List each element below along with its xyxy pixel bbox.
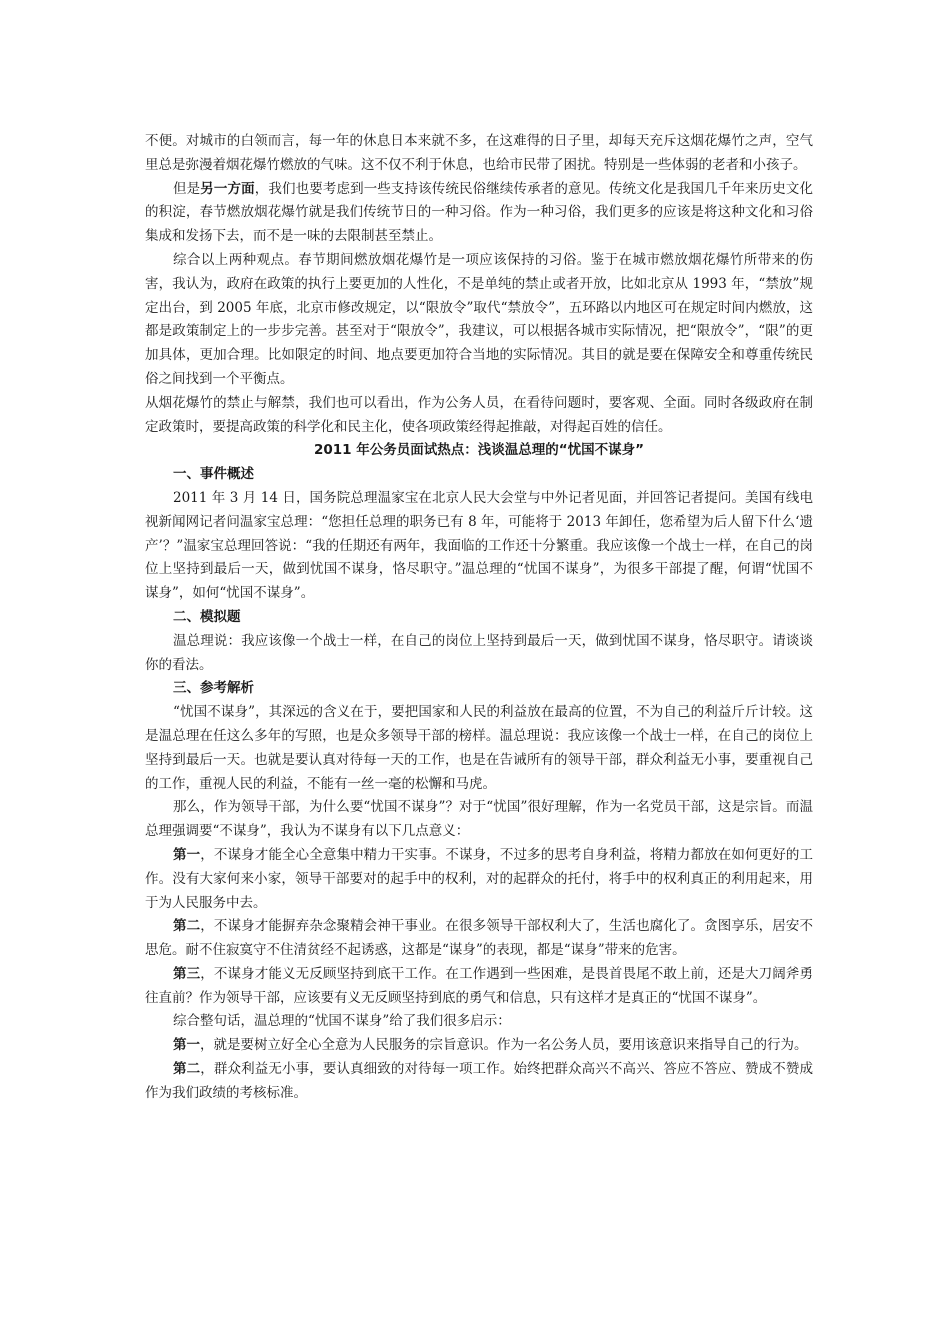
- p2-bold: 另一方面: [200, 180, 255, 197]
- analysis-point-2: [145, 915, 813, 963]
- takeaway-2-text: ，群众利益无小事，要认真细致的对待每一项工作。始终把群众高兴不高兴、答应不答应、赞成不赞成作为我们政绩的考核标准。: [145, 1061, 814, 1101]
- point-3-bold: 第三: [173, 965, 201, 982]
- point-1-text: ，不谋身才能全心全意集中精力干实事。不谋身，不过多的思考自身利益，将精力都放在如何更好的工作。没有大家何来小家，领导干部要对的起手中的权利，对的起群众的托付，将手中的权利真正的利用起来，用于为人民服务中去。: [145, 846, 814, 911]
- takeaway-1-text: ，就是要树立好全心全意为人民服务的宗旨意识。作为一名公务人员，要用该意识来指导自己的行为。: [200, 1037, 808, 1054]
- takeaway-1: [145, 1034, 813, 1058]
- takeaway-1-bold: 第一: [173, 1037, 200, 1054]
- takeaway-2: [145, 1058, 813, 1106]
- point-1-bold: 第一: [173, 846, 201, 863]
- p2-rest: ，我们也要考虑到一些支持该传统民俗继续传承者的意见。传统文化是我国几千年来历史文化的积淀，春节燃放烟花爆竹就是我们传统节日的一种习俗。作为一种习俗，我们更多的应该是将这种文化和习俗集成和发扬下去，而不是一味的去限制甚至禁止。: [145, 180, 814, 245]
- paragraph-conclusion: 从烟花爆竹的禁止与解禁，我们也可以看出，作为公务人员，在看待问题时，要客观、全面。同时各级政府在制定政策时，要提高政策的科学化和民主化，使各项政策经得起推敲，对得起百姓的信任。: [145, 394, 813, 435]
- section-heading-mock-question: 二、模拟题: [173, 608, 241, 625]
- paragraph-synthesis: 综合以上两种观点。春节期间燃放烟花爆竹是一项应该保持的习俗。鉴于在城市燃放烟花爆竹所带来的伤害，我认为，政府在政策的执行上要更加的人性化，不是单纯的禁止或者开放，比如北京从 1993 年，“禁放”规定出台，到 2005 年底，北京市修改规定，以“限放令”取代“禁放令”，五环路以内地区可在规定时间内燃放，这都是政策制定上的一步步完善。甚至对于“限放令”，我建议，可以根据各城市实际情况，把“限放令”，“限”的更加具体，更加合理。比如限定的时间、地点要更加符合当地的实际情况。其目的就是要在保障安全和尊重传统民俗之间找到一个平衡点。: [145, 251, 813, 387]
- point-3-text: ，不谋身才能义无反顾坚持到底干工作。在工作遇到一些困难，是畏首畏尾不敢上前，还是大刀阔斧勇往直前？作为领导干部，应该要有义无反顾坚持到底的勇气和信息，只有这样才是真正的“忧国不谋身”。: [145, 965, 814, 1006]
- p2-lead: 但是: [173, 180, 201, 197]
- analysis-point-1: [145, 844, 813, 915]
- paragraph-other-side: [145, 178, 813, 249]
- analysis-paragraph-1: “忧国不谋身”，其深远的含义在于，要把国家和人民的利益放在最高的位置，不为自己的利益斤斤计较。这是温总理在任这么多年的写照，也是众多领导干部的榜样。温总理说：我应该像一个战士一样，在自己的岗位上坚持到最后一天。也就是要认真对待每一天的工作，也是在告诫所有的领导干部，群众利益无小事，要重视自己的工作，重视人民的利益，不能有一丝一毫的松懈和马虎。: [145, 704, 813, 792]
- takeaway-2-bold: 第二: [173, 1061, 201, 1078]
- section-heading-overview: 一、事件概述: [173, 466, 254, 483]
- analysis-point-3: [145, 963, 813, 1011]
- paragraph-inconvenience: 不便。对城市的白领而言，每一年的休息日本来就不多，在这难得的日子里，却每天充斥这烟花爆竹之声，空气里总是弥漫着烟花爆竹燃放的气味。这不仅不利于休息，也给市民带了困扰。特别是一些体弱的老者和小孩子。: [145, 133, 813, 173]
- article-title: 2011 年公务员面试热点：浅谈温总理的“忧国不谋身”: [313, 442, 645, 459]
- point-2-bold: 第二: [173, 918, 201, 935]
- section-mock-question-text: 温总理说：我应该像一个战士一样，在自己的岗位上坚持到最后一天，做到忧国不谋身，恪尽职守。请谈谈你的看法。: [145, 632, 813, 673]
- section-heading-analysis: 三、参考解析: [173, 680, 254, 697]
- analysis-paragraph-2: 那么，作为领导干部，为什么要“忧国不谋身”？对于“忧国”很好理解，作为一名党员干部，这是宗旨。而温总理强调要“不谋身”，我认为不谋身有以下几点意义：: [145, 799, 813, 840]
- analysis-summary: 综合整句话，温总理的“忧国不谋身”给了我们很多启示：: [173, 1013, 511, 1030]
- point-2-text: ，不谋身才能摒弃杂念聚精会神干事业。在很多领导干部权利大了，生活也腐化了。贪图享乐，居安不思危。耐不住寂寞守不住清贫经不起诱惑，这都是“谋身”的表现，都是“谋身”带来的危害。: [145, 918, 814, 959]
- section-overview-text: 2011 年 3 月 14 日，国务院总理温家宝在北京人民大会堂与中外记者见面，并回答记者提问。美国有线电视新闻网记者问温家宝总理：“您担任总理的职务已有 8 年，可能将于 2013 年卸任，您希望为后人留下什么‘遗产’？”温家宝总理回答说：“我的任期还有两年，我面临的工作还十分繁重。我应该像一个战士一样，在自己的岗位上坚持到最后一天，做到忧国不谋身，恪尽职守。”温总理的“忧国不谋身”，为很多干部提了醒，何谓“忧国不谋身”，如何“忧国不谋身”。: [145, 489, 813, 602]
- document-page: [145, 130, 813, 1106]
